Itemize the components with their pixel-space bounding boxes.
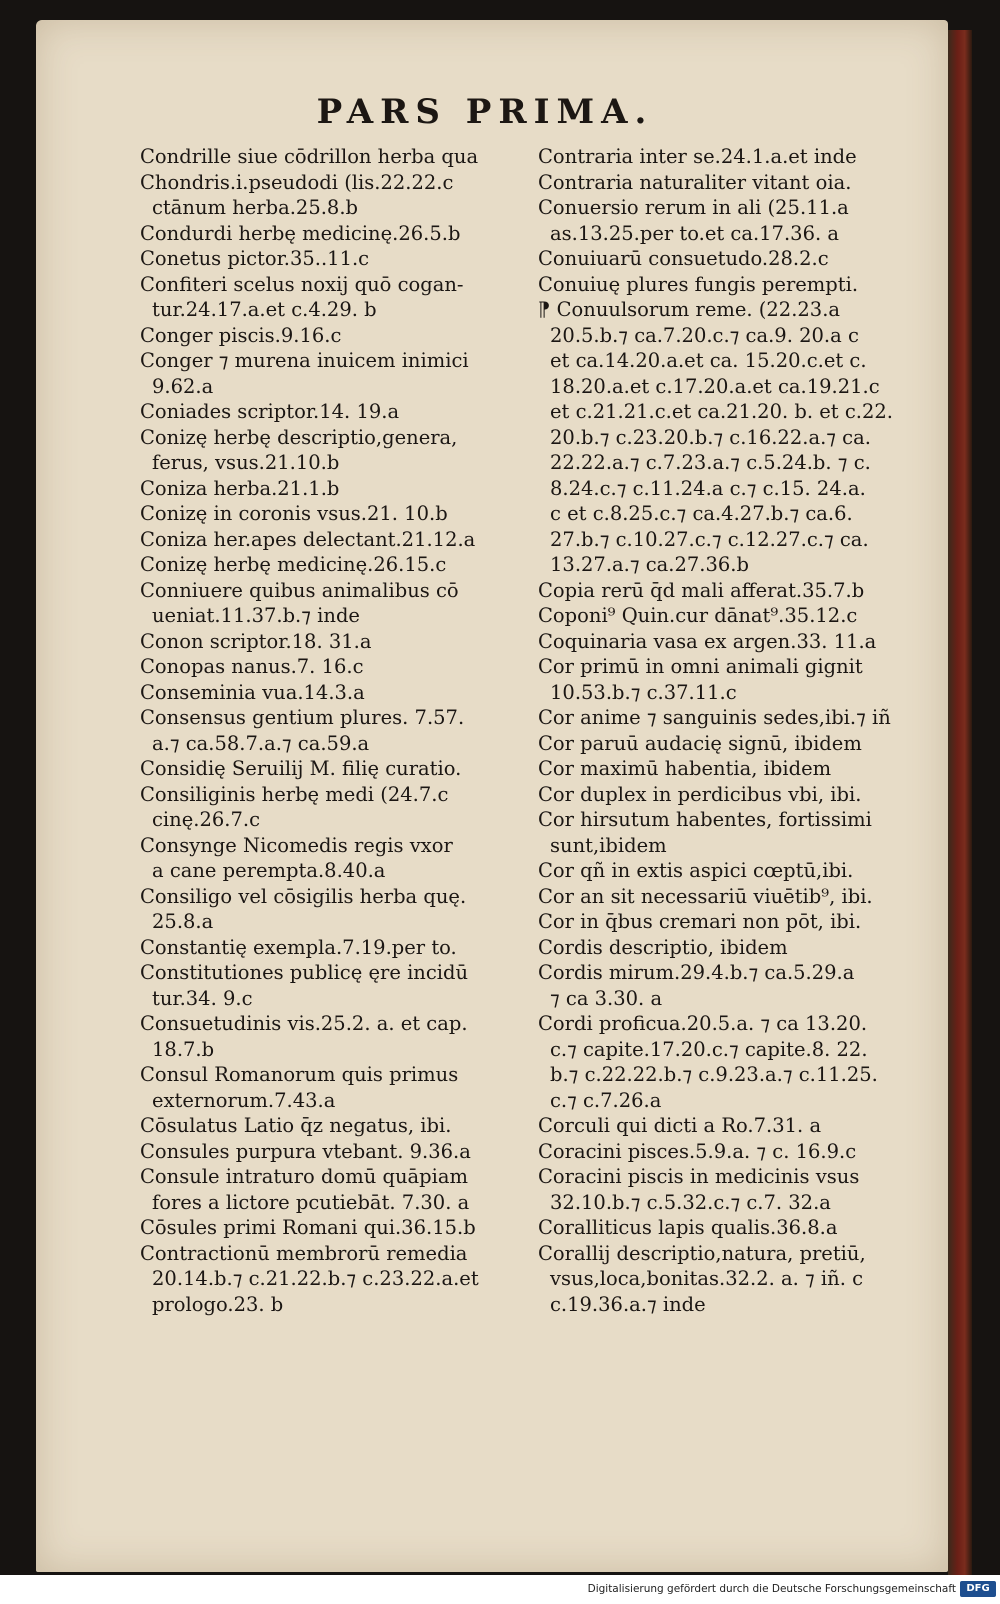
- index-entry-line: Constantię exempla.7.19.per to.: [140, 935, 457, 959]
- index-entry-line: Condrille siue cōdrillon herba qua: [140, 145, 479, 168]
- index-entry-line: Conizę in coronis vsus.21. 10.b: [140, 502, 448, 525]
- index-entry-line: Conizę herbę medicinę.26.15.c: [140, 553, 447, 576]
- index-entry-line: Coniza herba.21.1.b: [140, 476, 340, 500]
- index-entry-line: 8.24.c.⁊ c.11.24.a c.⁊ c.15. 24.a.: [550, 476, 866, 500]
- index-entry-line: 22.22.a.⁊ c.7.23.a.⁊ c.5.24.b. ⁊ c.: [550, 451, 871, 474]
- index-entry-line: 10.53.b.⁊ c.37.11.c: [550, 680, 737, 704]
- index-entry-line: ueniat.11.37.b.⁊ inde: [152, 604, 360, 627]
- page-title: PARS PRIMA.: [316, 92, 654, 132]
- index-entry-line: Conizę herbę descriptio,genera,: [140, 425, 458, 449]
- index-entry-line: Constitutiones publicę ęre incidū: [140, 961, 469, 984]
- index-column-left: [140, 144, 532, 1317]
- index-entry-line: Coquinaria vasa ex argen.33. 11.a: [538, 629, 877, 653]
- index-entry-line: Condurdi herbę medicinę.26.5.b: [140, 221, 461, 245]
- index-entry-line: Contraria naturaliter vitant oia.: [538, 170, 852, 194]
- index-entry-line: Conseminia vua.14.3.a: [140, 680, 365, 704]
- index-entry-line: 25.8.a: [152, 910, 214, 933]
- index-entry-line: Copia rerū q̄d mali afferat.35.7.b: [538, 578, 865, 602]
- index-entry-line: Cōsules primi Romani qui.36.15.b: [140, 1216, 476, 1239]
- index-entry-line: Conuersio rerum in ali (25.11.a: [538, 196, 849, 219]
- index-entry-line: 20.14.b.⁊ c.21.22.b.⁊ c.23.22.a.et: [152, 1267, 479, 1290]
- index-entry-line: c.⁊ c.7.26.a: [550, 1088, 662, 1112]
- index-entry-line: Confiteri scelus noxij quō cogan-: [140, 272, 464, 296]
- index-entry-line: externorum.7.43.a: [152, 1088, 336, 1112]
- index-entry-line: Contractionū membrorū remedia: [140, 1241, 468, 1265]
- index-entry-line: Coracini piscis in medicinis vsus: [538, 1165, 860, 1188]
- index-entry-line: Corallij descriptio,natura, pretiū,: [538, 1241, 866, 1265]
- index-entry-line: Coniza her.apes delectant.21.12.a: [140, 527, 476, 551]
- index-entry-line: 9.62.a: [152, 374, 214, 398]
- index-entry-line: ferus, vsus.21.10.b: [152, 451, 340, 474]
- index-entry-line: Consynge Nicomedis regis vxor: [140, 833, 453, 857]
- index-entry-line: Cordi proficua.20.5.a. ⁊ ca 13.20.: [538, 1012, 868, 1035]
- index-entry-line: tur.24.17.a.et c.4.29. b: [152, 298, 377, 321]
- index-entry-line: b.⁊ c.22.22.b.⁊ c.9.23.a.⁊ c.11.25.: [550, 1063, 878, 1086]
- index-entry-line: a.⁊ ca.58.7.a.⁊ ca.59.a: [152, 731, 370, 755]
- index-entry-line: Consiliginis herbę medi (24.7.c: [140, 782, 449, 806]
- footer-bar: [0, 1575, 1000, 1604]
- index-entry-line: Conuiuę plures fungis perempti.: [538, 272, 859, 296]
- index-entry-line: Corculi qui dicti a Ro.7.31. a: [538, 1114, 822, 1137]
- index-entry-line: 13.27.a.⁊ ca.27.36.b: [550, 553, 749, 576]
- index-entry-line: 32.10.b.⁊ c.5.32.c.⁊ c.7. 32.a: [550, 1190, 831, 1214]
- index-entry-line: Coracini pisces.5.9.a. ⁊ c. 16.9.c: [538, 1139, 857, 1163]
- index-entry-line: Conniuere quibus animalibus cō: [140, 578, 459, 602]
- index-entry-line: et c.21.21.c.et ca.21.20. b. et c.22.: [550, 400, 893, 423]
- index-entry-line: 20.5.b.⁊ ca.7.20.c.⁊ ca.9. 20.a c: [550, 323, 859, 347]
- index-entry-line: ⁊ ca 3.30. a: [550, 986, 663, 1010]
- index-entry-line: 18.7.b: [152, 1037, 215, 1061]
- index-entry-line: Conopas nanus.7. 16.c: [140, 655, 364, 678]
- page-header: [0, 92, 1000, 132]
- index-entry-line: Cordis mirum.29.4.b.⁊ ca.5.29.a: [538, 961, 855, 984]
- index-entry-line: Coponi⁹ Quin.cur dānat⁹.35.12.c: [538, 604, 858, 627]
- index-entry-line: et ca.14.20.a.et ca. 15.20.c.et c.: [550, 349, 867, 372]
- index-entry-line: Cor an sit necessariū viuētib⁹, ibi.: [538, 884, 873, 908]
- index-entry-line: 18.20.a.et c.17.20.a.et ca.19.21.c: [550, 374, 880, 398]
- index-entry-line: Conuiuarū consuetudo.28.2.c: [538, 247, 829, 270]
- index-entry-line: Consensus gentium plures. 7.57.: [140, 706, 465, 729]
- index-entry-line: Cor qñ in extis aspici cœptū,ibi.: [538, 859, 854, 882]
- index-entry-line: Conetus pictor.35..11.c: [140, 247, 370, 270]
- index-entry-line: fores a lictore pcutiebāt. 7.30. a: [152, 1190, 470, 1214]
- index-entry-line: c.⁊ capite.17.20.c.⁊ capite.8. 22.: [550, 1037, 868, 1061]
- index-entry-line: cinę.26.7.c: [152, 808, 260, 831]
- index-entry-line: c et c.8.25.c.⁊ ca.4.27.b.⁊ ca.6.: [550, 502, 853, 525]
- index-entry-line: Consuetudinis vis.25.2. a. et cap.: [140, 1012, 468, 1035]
- index-entry-line: Conon scriptor.18. 31.a: [140, 629, 372, 653]
- index-entry-line: Consule intraturo domū quāpiam: [140, 1165, 468, 1188]
- index-entry-line: Cor primū in omni animali gignit: [538, 655, 863, 678]
- index-entry-line: Cor maximū habentia, ibidem: [538, 757, 832, 780]
- index-entry-line: ctānum herba.25.8.b: [152, 196, 359, 219]
- index-entry-line: tur.34. 9.c: [152, 986, 253, 1010]
- index-entry-line: Conger piscis.9.16.c: [140, 323, 342, 347]
- index-entry-line: ⁋ Conuulsorum reme. (22.23.a: [538, 298, 841, 321]
- index-entry-line: Cōsulatus Latio q̄z negatus, ibi.: [140, 1114, 452, 1137]
- index-entry-line: Cordis descriptio, ibidem: [538, 935, 788, 959]
- index-entry-line: as.13.25.per to.et ca.17.36. a: [550, 221, 839, 245]
- index-entry-line: Contraria inter se.24.1.a.et inde: [538, 145, 857, 168]
- index-entry-line: 20.b.⁊ c.23.20.b.⁊ c.16.22.a.⁊ ca.: [550, 425, 871, 449]
- index-entry-line: Coralliticus lapis qualis.36.8.a: [538, 1216, 838, 1239]
- page-edge: [948, 30, 972, 1575]
- index-entry-line: Cor duplex in perdicibus vbi, ibi.: [538, 782, 862, 806]
- index-entry-line: a cane perempta.8.40.a: [152, 859, 386, 882]
- index-entry-line: sunt,ibidem: [550, 833, 667, 857]
- index-entry-line: Cor hirsutum habentes, fortissimi: [538, 808, 872, 831]
- index-entry-line: Cor paruū audacię signū, ibidem: [538, 731, 862, 755]
- index-entry-line: vsus,loca,bonitas.32.2. a. ⁊ iñ. c: [550, 1267, 864, 1290]
- footer-credit: Digitalisierung gefördert durch die Deutsche Forschungsgemeinschaft: [587, 1583, 956, 1595]
- dfg-logo-icon: DFG: [960, 1581, 996, 1597]
- index-entry-line: Coniades scriptor.14. 19.a: [140, 400, 400, 423]
- index-entry-line: Conger ⁊ murena inuicem inimici: [140, 349, 469, 372]
- index-entry-line: Consul Romanorum quis primus: [140, 1063, 459, 1086]
- index-entry-line: Consiligo vel cōsigilis herba quę.: [140, 884, 467, 908]
- index-entry-line: Considię Seruilij M. filię curatio.: [140, 757, 462, 780]
- index-entry-line: Chondris.i.pseudodi (lis.22.22.c: [140, 170, 454, 194]
- index-entry-line: prologo.23. b: [152, 1292, 284, 1316]
- index-entry-line: Consules purpura vtebant. 9.36.a: [140, 1139, 471, 1163]
- index-entry-line: c.19.36.a.⁊ inde: [550, 1292, 706, 1316]
- index-entry-line: Cor in q̄bus cremari non pōt, ibi.: [538, 910, 862, 933]
- index-column-right: [538, 144, 940, 1317]
- index-entry-line: Cor anime ⁊ sanguinis sedes,ibi.⁊ iñ: [538, 706, 891, 729]
- index-entry-line: 27.b.⁊ c.10.27.c.⁊ c.12.27.c.⁊ ca.: [550, 527, 869, 551]
